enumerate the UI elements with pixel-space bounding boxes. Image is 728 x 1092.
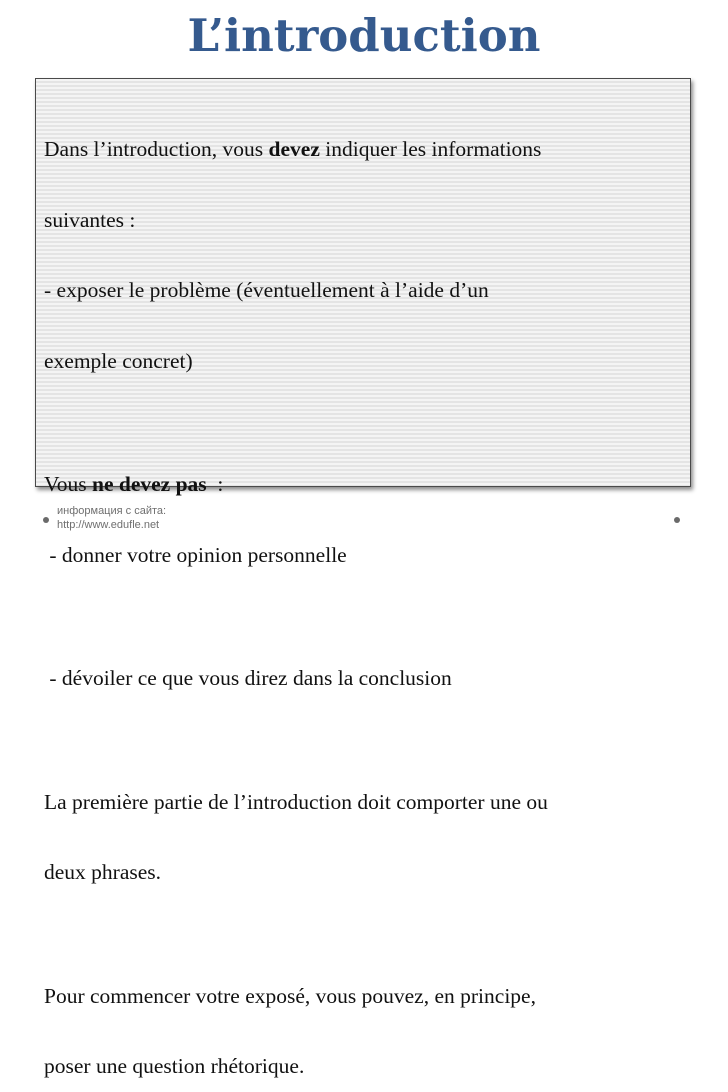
- paragraph-required-info: [44, 91, 684, 420]
- paragraph-line: [44, 138, 684, 162]
- text-segment: Vous: [44, 472, 92, 496]
- content-box: [35, 78, 691, 487]
- paragraph-line: - donner votre opinion personnelle: [44, 544, 684, 568]
- text-segment: :: [207, 472, 224, 496]
- paragraph-line: - exposer le problème (éventuellement à l’aide d’un: [44, 279, 684, 303]
- paragraph-rhetorical-question: [44, 938, 684, 1092]
- bullet-dot-right: [674, 517, 680, 523]
- source-url[interactable]: http://www.edufle.net: [57, 518, 166, 532]
- source-label: информация с сайта:: [57, 504, 166, 518]
- text-segment: Dans l’introduction, vous: [44, 137, 269, 161]
- bold-text-ne-devez-pas: ne devez pas: [92, 472, 207, 496]
- bold-text-devez: devez: [269, 137, 320, 161]
- paragraph-line: La première partie de l’introduction doit comporter une ou: [44, 791, 684, 815]
- paragraph-line: [44, 473, 684, 497]
- source-footer: [57, 504, 166, 532]
- bullet-dot-left: [43, 517, 49, 523]
- paragraph-line: poser une question rhétorique.: [44, 1055, 684, 1079]
- paragraph-line: exemple concret): [44, 350, 684, 374]
- paragraph-line: Pour commencer votre exposé, vous pouvez, en principe,: [44, 985, 684, 1009]
- text-segment: indiquer les informations: [320, 137, 542, 161]
- slide-title: L’introduction: [0, 8, 728, 64]
- paragraph-line: - dévoiler ce que vous direz dans la conclusion: [44, 667, 684, 691]
- paragraph-conclusion: [44, 620, 684, 738]
- paragraph-line: suivantes :: [44, 209, 684, 233]
- paragraph-first-part: [44, 744, 684, 932]
- paragraph-line: deux phrases.: [44, 861, 684, 885]
